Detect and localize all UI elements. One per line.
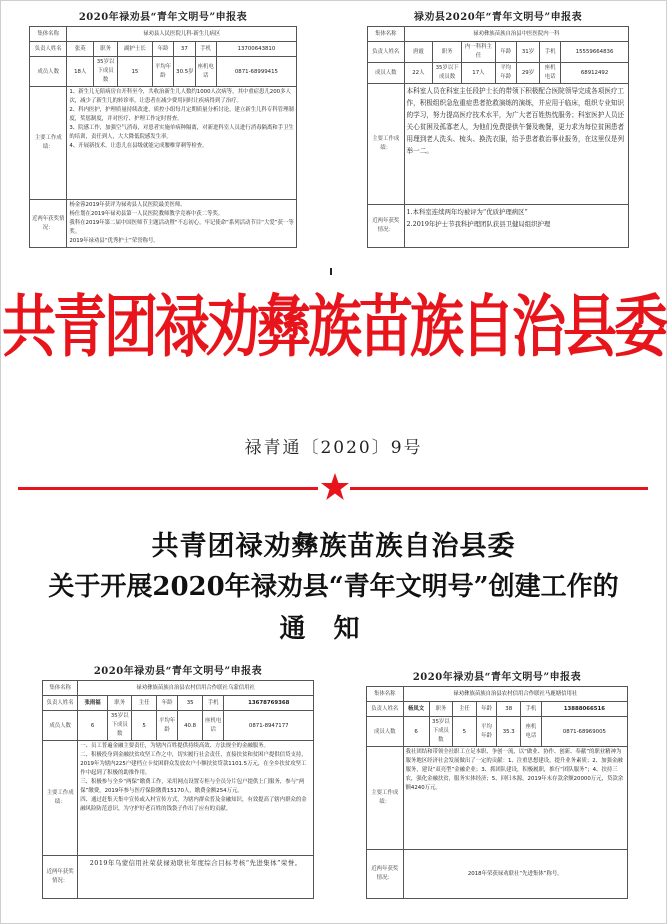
main-work-label: 主要工作成绩： bbox=[43, 741, 78, 856]
main-work-label: 主要工作成绩： bbox=[368, 84, 405, 205]
org-name: 禄劝彝族苗族自治县中医医院内一科 bbox=[404, 27, 628, 42]
org-name: 禄劝彝族苗族自治县农村信用合作联社乌蒙信用社 bbox=[78, 681, 314, 696]
honor-text bbox=[404, 205, 628, 248]
honor-label: 近两年获奖情况： bbox=[30, 200, 67, 248]
duty-label: 职务 bbox=[94, 42, 118, 57]
document-number: 禄青通〔2020〕9号 bbox=[244, 438, 423, 458]
main-work-text bbox=[403, 747, 627, 850]
leader-name: 杨凤文 bbox=[403, 702, 429, 717]
application-form-1 bbox=[29, 10, 297, 258]
tel-label: 座机电话 bbox=[520, 717, 541, 747]
phone-label: 手机 bbox=[520, 702, 541, 717]
duty-value: 主任 bbox=[132, 696, 156, 711]
form-title: 2020年禄劝县“青年文明号”申报表 bbox=[78, 12, 248, 23]
red-divider-left bbox=[18, 487, 318, 490]
under35-label: 35岁以下成员数 bbox=[429, 717, 452, 747]
honor-body: 杨金蓉2019年获评为禄劝县人民医院最美医师。 杨仕划在2019年禄劝县第一人民医院教师教学竞赛中获二等奖。 我科在2019年第二届中国医师节主题活动暨“不忘初心，牢记使命”系列活动节目“大爱”获一等奖。 2019年禄劝县“优秀护士”荣誉称号。 bbox=[69, 202, 294, 244]
tel-value: 0871-68969005 bbox=[541, 717, 627, 747]
notice-title-line-1: 共青团禄劝彝族苗族自治县委 bbox=[151, 531, 516, 562]
age-value: 35 bbox=[178, 696, 202, 711]
under35-value: 15 bbox=[118, 57, 153, 87]
leader-name: 张英 bbox=[67, 42, 94, 57]
honor-label: 近两年获奖情况： bbox=[43, 856, 78, 899]
org-label: 集体名称 bbox=[367, 687, 404, 702]
avg-age-label: 平均年龄 bbox=[156, 711, 178, 741]
form-title: 2020年禄劝县“青年文明号”申报表 bbox=[412, 672, 582, 683]
org-name: 禄劝县人民医院儿科·新生儿病区 bbox=[67, 27, 297, 42]
duty-value: 内一科科主任 bbox=[461, 42, 495, 63]
tel-label: 座机电话 bbox=[195, 57, 216, 87]
avg-age-value: 30.5岁 bbox=[174, 57, 195, 87]
tel-value: 0871-8947177 bbox=[224, 711, 314, 741]
under35-label: 35岁以下成员数 bbox=[433, 63, 462, 84]
leader-label: 负责人姓名 bbox=[30, 42, 67, 57]
avg-age-value: 29岁 bbox=[516, 63, 539, 84]
notice-title-line-2: 关于开展2020年禄劝县“青年文明号”创建工作的 bbox=[48, 572, 619, 602]
red-divider-right bbox=[350, 487, 648, 490]
main-work-body: 我社团结和带领全社职工立足本职、争创一流，以“做业、协作、创新、奉献”的职业精神为服务地区经济社会发展做出了一定的贡献：1、注重思想建设，提升业务素质；2、加强金融服务，建设“双亮型”金融企业；3、抓团队建设，积极履职，推行“团队服务”；4、扶持三农，强化金融扶贫，服务实体经济；5、回归本源，2019年末存款余额20000万元，贷款余额4240万元。 bbox=[405, 749, 624, 791]
under35-label: 35岁以下成员数 bbox=[108, 711, 132, 741]
honor-text bbox=[67, 200, 297, 248]
members-value: 6 bbox=[403, 717, 429, 747]
org-name: 禄劝彝族苗族自治县农村信用合作联社马鹿塘信用社 bbox=[403, 687, 627, 702]
phone-value: 15559664836 bbox=[561, 42, 629, 63]
age-label: 年龄 bbox=[476, 702, 497, 717]
red-star-icon bbox=[320, 472, 350, 502]
age-value: 38 bbox=[497, 702, 520, 717]
separator-mark bbox=[330, 268, 332, 275]
under35-value: 17人 bbox=[461, 63, 495, 84]
honor-body: 2018年荣获禄劝联社“先进集体”称号。 bbox=[467, 870, 563, 877]
main-work-body: 本科室人员在科室主任段护士长的带领下积极配合医院领导完成各项医疗工作，积极组织急危重症患者抢救演练的演练，并应用于临床，组织专业知识的学习，努力提高医疗技术水平，为广大老百姓热忱服务；科室医护人员还关心贫困及孤寡老人，为他们免费提供午餐及晚餐，更力求为每位贫困患者用理到老人洗头、梳头、换洗衣服，给予患者救治事业报务，在这里仅是列举一二。 bbox=[406, 87, 625, 155]
age-value: 31岁 bbox=[516, 42, 539, 63]
avg-age-label: 平均年龄 bbox=[152, 57, 173, 87]
application-form-4 bbox=[366, 670, 628, 916]
duty-label: 职务 bbox=[429, 702, 452, 717]
org-label: 集体名称 bbox=[43, 681, 78, 696]
application-form-3 bbox=[42, 664, 314, 916]
under35-label: 35岁以下成员数 bbox=[94, 57, 118, 87]
honor-body: 1.本科室连续两年均被评为“优质护理病区” 2.2019年护士节我科护理团队获县卫健局组织护理 bbox=[406, 208, 551, 228]
under35-value: 5 bbox=[453, 717, 476, 747]
form-table bbox=[29, 26, 297, 248]
members-value: 22人 bbox=[404, 63, 433, 84]
leader-label: 负责人姓名 bbox=[367, 702, 404, 717]
main-work-label: 主要工作成绩： bbox=[367, 747, 404, 850]
phone-label: 手机 bbox=[540, 42, 561, 63]
honor-label: 近两年获奖情况： bbox=[368, 205, 405, 248]
leader-label: 负责人姓名 bbox=[368, 42, 405, 63]
form-title: 禄劝县2020年“青年文明号”申报表 bbox=[413, 12, 583, 23]
duty-label: 职务 bbox=[108, 696, 132, 711]
main-work-body: 一、员工普遍金融主要责任，为辖内百姓提供持续高效、方法规全的金融服务。 二、积极投身到金融扶贫攻坚工作之中，切实履行社会责任，直接扶贫和贫困户提供信贷支持，2019年为辖内225户建档立卡贫困群众发放农户小额扶贫贷款1101.5万元，在全乡扶贫攻坚工作中起到了积极的助推作用。 三、积极参与全乡“两保”缴费工作，采用网点设置专柜与全员分片包户提供上门服务，参与“两保”缴费，2019年参与医疗保险缴费15170人，缴费金额254万元。 四、通过赶集天集中宣传或入村宣传方式，为辖内群众普及金融知识，有效提高了辖内群众的金融风险防范意识，为守护好老百姓的钱袋子作出了应有的贡献。 bbox=[80, 743, 307, 812]
avg-age-value: 35.3 bbox=[497, 717, 520, 747]
avg-age-label: 平均年龄 bbox=[495, 63, 516, 84]
age-value: 37 bbox=[174, 42, 195, 57]
members-value: 18人 bbox=[67, 57, 94, 87]
leader-label: 负责人姓名 bbox=[43, 696, 78, 711]
members-label: 成员人数 bbox=[368, 63, 405, 84]
main-work-label: 主要工作成绩： bbox=[30, 87, 67, 200]
tel-label: 座机电话 bbox=[202, 711, 224, 741]
notice-title-line-3: 通知 bbox=[279, 614, 388, 644]
phone-value: 13888066516 bbox=[541, 702, 627, 717]
application-form-2 bbox=[367, 10, 629, 258]
main-work-body: 1、新生儿无陪病房自开科至今，共收治新生儿人数约1000人次病等，其中重症患儿200多人次，减少了新生儿的转诊率，让患者在减少费用同时让疾病得到了治疗。 2、科内医护，护理质量持续改进，质控小组每月定期质量分析讨论，建立新生儿科专科管理制度，奖惩制度，并对医疗、护理工作定时督查。 3、院感工作，加强空气消毒，对患者实施单病种隔离，对新进科室人员进行消毒隔离和手卫生的培训，责任到人，大大降低院感发生率。 4、开展新技术，让患儿在县级就能完成腰椎穿刺等检查。 bbox=[69, 89, 294, 149]
org-label: 集体名称 bbox=[30, 27, 67, 42]
avg-age-value: 40.8 bbox=[178, 711, 202, 741]
tel-label: 座机电话 bbox=[540, 63, 561, 84]
honor-label: 近两年获奖情况： bbox=[367, 850, 404, 899]
phone-label: 手机 bbox=[195, 42, 216, 57]
members-value: 6 bbox=[78, 711, 108, 741]
age-label: 年龄 bbox=[495, 42, 516, 63]
duty-value: 副护士长 bbox=[118, 42, 153, 57]
age-label: 年龄 bbox=[156, 696, 178, 711]
age-label: 年龄 bbox=[152, 42, 173, 57]
main-work-text bbox=[404, 84, 628, 205]
honor-text bbox=[78, 856, 314, 899]
org-label: 集体名称 bbox=[368, 27, 405, 42]
tel-value: 68912492 bbox=[561, 63, 629, 84]
avg-age-label: 平均年龄 bbox=[476, 717, 497, 747]
phone-value: 13700643810 bbox=[216, 42, 296, 57]
under35-value: 5 bbox=[132, 711, 156, 741]
members-label: 成员人数 bbox=[30, 57, 67, 87]
phone-value: 13678769368 bbox=[224, 696, 314, 711]
tel-value: 0871-68999415 bbox=[216, 57, 296, 87]
main-work-text bbox=[78, 741, 314, 856]
members-label: 成员人数 bbox=[43, 711, 78, 741]
form-title: 2020年禄劝县“青年文明号”申报表 bbox=[93, 666, 263, 677]
honor-text bbox=[403, 850, 627, 899]
issuing-organization-header: 共青团禄劝彝族苗族自治县委 bbox=[2, 286, 665, 366]
main-work-text bbox=[67, 87, 297, 200]
members-label: 成员人数 bbox=[367, 717, 404, 747]
phone-label: 手机 bbox=[202, 696, 224, 711]
honor-body: 2019年乌蒙信用社荣获禄劝联社年度综合目标考核“先进集体”荣誉。 bbox=[89, 859, 302, 867]
leader-name: 唐霞 bbox=[404, 42, 433, 63]
duty-value: 主任 bbox=[453, 702, 476, 717]
form-table bbox=[366, 686, 628, 899]
duty-label: 职务 bbox=[433, 42, 462, 63]
form-table bbox=[42, 680, 314, 899]
leader-name: 张雨福 bbox=[78, 696, 108, 711]
form-table bbox=[367, 26, 629, 248]
